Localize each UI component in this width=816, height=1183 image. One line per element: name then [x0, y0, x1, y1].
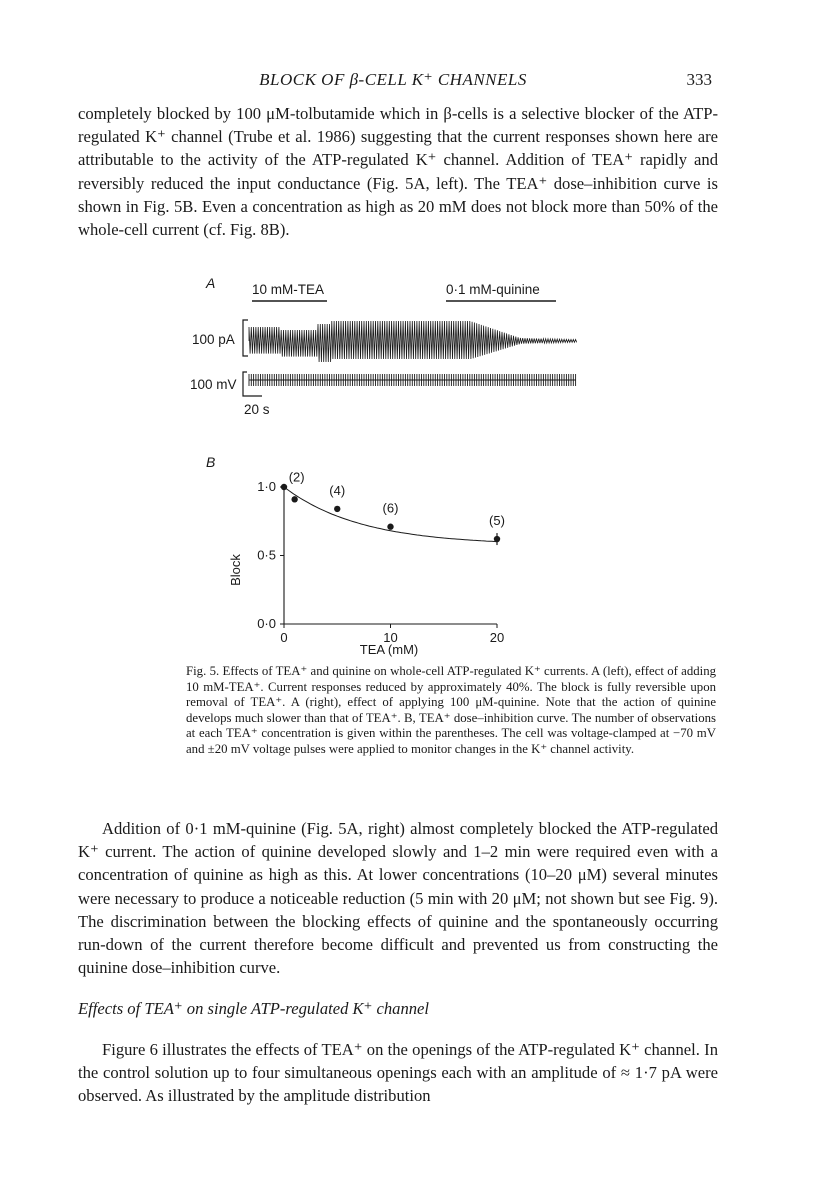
n-label: (5): [489, 513, 505, 529]
x-tick-label: 10: [383, 630, 398, 645]
tea-bar-label: 10 mM-TEA: [252, 282, 325, 297]
x-tick-label: 0: [280, 630, 288, 645]
section-heading: Effects of TEA⁺ on single ATP-regulated K⁺ channel: [78, 999, 430, 1018]
data-point: [387, 524, 393, 530]
voltage-trace: [249, 374, 576, 386]
paragraph-text: Addition of 0·1 mM-quinine (Fig. 5A, right) almost completely blocked the ATP-regulated K⁺ current. The action of quinine developed slowly and 1–2 min were required even with a concentration of quinine as high as this. At lower concentrations (10–20 μM) several minutes were necessary to produce a noticeable reduction (5 min with 20 μM; not shown but see Fig. 9). The discrimination between the blocking effects of quinine and the spontaneously occurring run-down of the current therefore become difficult and prevented us from constructing the quinine dose–inhibition curve.: [78, 819, 718, 978]
current-trace-path: [249, 321, 577, 362]
y-tick-label: 1·0: [257, 479, 276, 494]
paragraph-text: Figure 6 illustrates the effects of TEA⁺ on the openings of the ATP-regulated K⁺ channel. In the control solution up to four simultaneous openings each with an amplitude of ≈ 1·7 pA were observed. As illustrated by the amplitude distribution: [78, 1040, 718, 1106]
n-label: (6): [382, 500, 399, 516]
y-axis-label: Block: [228, 554, 243, 586]
y-tick-label: 0·5: [257, 547, 276, 563]
body-paragraph-2: [78, 817, 718, 979]
data-point: [334, 506, 340, 512]
data-point: [291, 496, 297, 502]
time-scale-label: 20 s: [244, 402, 270, 417]
panel-a-label: A: [206, 275, 216, 291]
current-trace: [249, 321, 577, 362]
current-scale-label: 100 pA: [192, 332, 235, 347]
current-scale-bar: [243, 320, 248, 356]
x-axis-label: TEA (mM): [359, 642, 419, 657]
voltage-scale-label: 100 mV: [190, 377, 237, 392]
n-label: (2): [288, 469, 305, 485]
y-tick-label: 0·0: [257, 616, 276, 631]
x-tick-label: 20: [489, 630, 505, 645]
panel-b-label: B: [206, 454, 216, 470]
data-points: [281, 469, 505, 545]
page-number: 333: [686, 70, 712, 89]
data-point: [281, 484, 287, 490]
figure-caption: Fig. 5. Effects of TEA⁺ and quinine on whole-cell ATP-regulated K⁺ currents. A (left), effect of adding 10 mM-TEA⁺. Current responses reduced by approximately 40%. The block is fully reversible upon removal of TEA⁺. A (right), effect of applying 100 μM-quinine. Note that the action of quinine develops much slower than that of TEA⁺. B, TEA⁺ dose–inhibition curve. The number of observations at each TEA⁺ concentration is given within the parentheses. The cell was voltage-clamped at −70 mV and ±20 mV voltage pulses were applied to monitor changes in the K⁺ channel activity.: [186, 664, 716, 756]
running-head-title: BLOCK OF β-CELL K⁺ CHANNELS: [259, 70, 527, 89]
voltage-time-scale-bar: [243, 372, 262, 396]
chart-b: [228, 469, 505, 657]
n-label: (4): [329, 482, 346, 498]
quinine-bar-label: 0·1 mM-quinine: [446, 282, 540, 297]
axis-ticks: [257, 479, 504, 645]
paragraph-text: completely blocked by 100 μM-tolbutamide which in β-cells is a selective blocker of the ATP-regulated K⁺ channel (Trube et al. 1986) suggesting that the current responses shown here are attributable to the activity of the ATP-regulated K⁺ channel. Addition of TEA⁺ rapidly and reversibly reduced the input conductance (Fig. 5A, left). The TEA⁺ dose–inhibition curve is shown in Fig. 5B. Even a concentration as high as 20 mM does not block more than 50% of the whole-cell current (cf. Fig. 8B).: [78, 104, 718, 240]
body-paragraph-3: [78, 1038, 718, 1108]
